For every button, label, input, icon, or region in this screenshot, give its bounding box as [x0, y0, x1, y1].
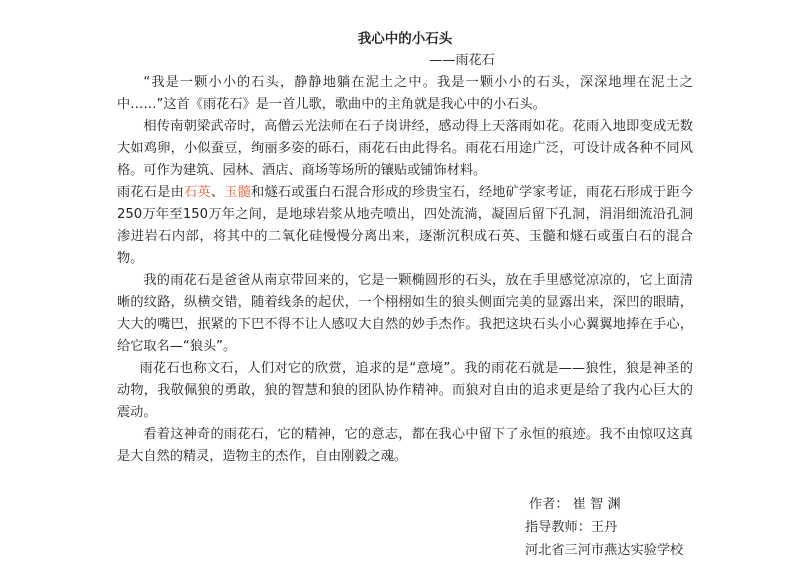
highlight-chalcedony: 玉髓 [224, 185, 252, 200]
article-subtitle: ——雨花石 [429, 53, 495, 68]
paragraph-4: 我的雨花石是爸爸从南京带回来的，它是一颗椭圆形的石头，放在手里感觉凉凉的，它上面清晰的纹路，纵横交错，随着线条的起伏，一个栩栩如生的狼头侧面完美的显露出来，深凹的眼睛，大大的嘴巴，抿紧的下巴不得不让人感叹大自然的妙手杰作。我把这块石头小心翼翼地捧在手心，给它取名—“狼头”。 [117, 273, 693, 354]
school-line: 河北省三河市燕达实验学校 [525, 543, 684, 558]
paragraph-3 [117, 182, 693, 270]
author-line: 作者： 崔 智 渊 [529, 497, 621, 512]
paragraph-2: 相传南朝梁武帝时，高僧云光法师在石子岗讲经，感动得上天落雨如花。花雨入地即变成无数大如鸡卵，小似蚕豆，绚丽多姿的砾石，雨花石由此得名。雨花石用途广泛，可设计成各种不同风格。可作为建筑、园林、酒店、商场等场所的镶贴或铺饰材料。 [117, 119, 693, 178]
paragraph-3-pre: 雨花石是由 [117, 185, 185, 200]
paragraph-3-post: 和燧石或蛋白石混合形成的珍贵宝石，经地矿学家考证，雨花石形成于距今250万年至150万年之间，是地球岩浆从地壳喷出，四处流淌，凝固后留下孔洞，涓涓细流沿孔洞渗进岩石内部，将其中的二氧化硅慢慢分离出来，逐渐沉积成石英、玉髓和燧石或蛋白石的混合物。 [117, 185, 694, 266]
article [117, 28, 693, 468]
article-title: 我心中的小石头 [357, 31, 453, 47]
teacher-line: 指导教师：王丹 [525, 520, 618, 535]
paragraph-6: 看着这神奇的雨花石，它的精神，它的意志，都在我心中留下了永恒的痕迹。我不由惊叹这真是大自然的精灵，造物主的杰作，自由刚毅之魂。 [117, 427, 693, 464]
paragraph-3-sep: 、 [210, 185, 225, 200]
highlight-quartz: 石英 [184, 185, 211, 200]
signature-block [525, 493, 683, 562]
paragraph-5: 雨花石也称文石，人们对它的欣赏，追求的是“意境”。我的雨花石就是——狼性，狼是神圣的动物，我敬佩狼的勇敢，狼的智慧和狼的团队协作精神。而狼对自由的追求更是给了我内心巨大的震动。 [117, 361, 693, 420]
paragraph-1: “我是一颗小小的石头，静静地躺在泥土之中。我是一颗小小的石头，深深地埋在泥土之中……”这首《雨花石》是一首儿歌，歌曲中的主角就是我心中的小石头。 [117, 75, 693, 112]
